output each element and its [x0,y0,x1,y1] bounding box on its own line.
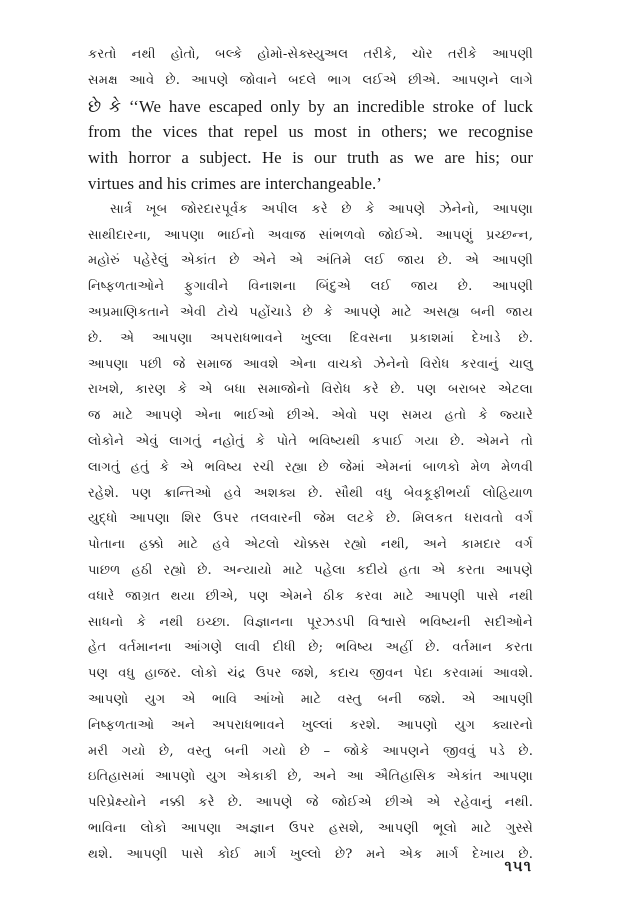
text-line: થશે. આપણી પાસે કોઈ માર્ગ ખુલ્લો છે? મને એક માર્ગ દેખાય છે. [88,846,533,862]
text-line: યુદ્ધો આપણા શિર ઉપર તલવારની જેમ લટકે છે. મિલકત ધરાવતો વર્ગ [88,511,533,527]
text-line: અપ્રમાણિકતાને એવી ટોચે પહોંચાડે છે કે આપણે માટે અસહ્ય બની જાય [88,304,533,320]
text-line: પાછળ હઠી રહ્યો છે. અન્યાયો માટે પહેલા કદીયે હતા એ કરતા આપણે [88,562,533,578]
text-line: નિષ્ફળતાઓને ફુગાવીને વિનાશના બિંદુએ લઈ જાય છે. આપણી [88,279,533,295]
text-line: નિષ્ફળતાઓ અને અપરાધભાવને ખુલ્લાં કરશે. આપણો યુગ ક્યારનો [88,717,533,733]
text-line: વધારે જાગ્રત થયા છીએ, પણ એમને ઠીક કરવા માટે આપણી પાસે નથી [88,588,533,604]
text-line: જ માટે આપણે એના ભાઈઓ છીએ. એવો પણ સમય હતો કે જ્યારે [88,408,533,424]
text-line: પણ વધુ હાજર. લોકો ચંદ્ર ઉપર જશે, કદાચ જીવન પેદા કરવામાં આવશે. [88,666,533,682]
text-line: છે. એ આપણા અપરાધભાવને ખુલ્લા દિવસના પ્રકાશમાં દેખાડે છે. [88,330,533,346]
text-line: સાધનો કે નથી ઇચ્છા. વિજ્ઞાનના પૂરઝડપી વિશ્વાસે ભવિષ્યની સદીઓને [88,614,533,630]
text-line: મરી ગયો છે, વસ્તુ બની ગયો છે – જોકે આપણને જીવવું પડે છે. [88,743,533,759]
text-line: કરતો નથી હોતો, બલ્કે હોમો-સેક્સ્યુઅલ તરીકે, ચોર તરીકે આપણી [88,47,533,62]
text-line: ભાવિના લોકો આપણા અજ્ઞાન ઉપર હસશે, આપણી ભૂલો માટે ગુસ્સે [88,820,533,836]
text-line-quote: virtues and his crimes are interchangeable.’ [88,173,382,193]
page-number: ૧૫૧ [504,857,532,875]
text-line: પોતાના હક્કો માટે હવે એટલો ચોક્કસ રહ્યો નથી, અને કામદાર વર્ગ [88,537,533,553]
text-line-quote: છે કે ‘‘We have escaped only by an incredible stroke of luck [88,96,533,116]
text-line: આપણા પછી જે સમાજ આવશે એના વાચકો ઝેનેનો વિરોધ કરવાનું ચાલુ [88,356,533,372]
text-line: લાગતું હતું કે એ ભવિષ્ય રચી રહ્યા છે જેમાં એમનાં બાળકો મેળ મેળવી [88,459,533,475]
body-text [88,42,533,868]
text-line: લોકોને એવું લાગતું નહોતું કે પોતે ભવિષ્યથી કપાઈ ગયા છે. એમને તો [88,433,533,449]
text-line: મહોરું પહેરેલું એકાંત છે એને એ અંતિમે લઈ જાય છે. એ આપણી [88,253,533,269]
text-line: રાખશે, કારણ કે એ બધા સમાજોનો વિરોધ કરે છે. પણ બરાબર એટલા [88,382,533,398]
text-line: હેત વર્તમાનના આંગણે લાવી દીધી છે; ભવિષ્ય અહીં છે. વર્તમાન કરતા [88,640,533,656]
text-line: પરિપ્રેક્ષ્યોને નક્કી કરે છે. આપણે જે જોઈએ છીએ એ રહેવાનું નથી. [88,795,533,811]
text-line: સમક્ષ આવે છે. આપણે જોવાને બદલે ભાગ લઈએ છીએ. આપણને લાગે [88,72,533,88]
text-line-quote: from the vices that repel us most in others; we recognise [88,122,533,142]
text-line: ઇતિહાસમાં આપણો યુગ એકાકી છે, અને આ ઐતિહાસિક એકાંત આપણા [88,769,533,785]
text-line: આપણો યુગ એ ભાવિ આંખો માટે વસ્તુ બની જશે. એ આપણી [88,691,533,707]
paragraph-start-line: સાર્ત્ર ખૂબ જોરદારપૂર્વક અપીલ કરે છે કે આપણે ઝેનેનો, આપણા [110,201,533,217]
text-line: રહેશે. પણ ક્રાન્તિઓ હવે અશક્ય છે. સૌથી વધુ બેવકૂફીભર્યા લોહિયાળ [88,485,533,501]
text-line-quote: with horror a subject. He is our truth as we are his; our [88,148,533,168]
text-line: સાથીદારના, આપણા ભાઈનો અવાજ સાંભળવો જોઈએ. આપણું પ્રચ્છન્ન, [88,227,533,243]
